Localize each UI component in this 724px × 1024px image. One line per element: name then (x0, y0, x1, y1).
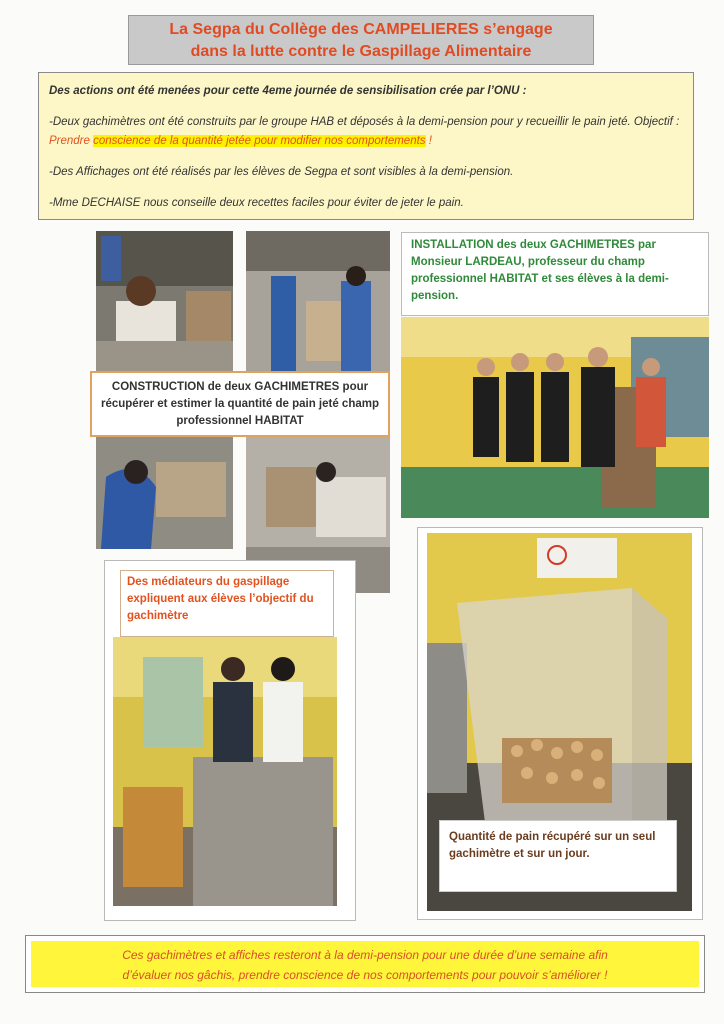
footer-line-2: d’évaluer nos gâchis, prendre conscience de nos comportements pour pouvoir s’améliorer ! (122, 968, 608, 982)
construction-photo-1 (96, 231, 233, 371)
intro-box (38, 72, 694, 220)
footer-highlight (31, 941, 699, 987)
caption-mediators: Des médiateurs du gaspillage expliquent aux élèves l’objectif du gachimètre (120, 570, 334, 637)
title-line-1: La Segpa du Collège des CAMPELIERES s’engage (169, 21, 553, 38)
intro-p1-highlight: conscience de la quantité jetée pour modifier nos comportements (93, 135, 426, 147)
footer-box (25, 935, 705, 993)
footer-line-1: Ces gachimètres et affiches resteront à la demi-pension pour une durée d’une semaine afin (122, 948, 608, 962)
caption-construction: CONSTRUCTION de deux GACHIMETRES pour récupérer et estimer la quantité de pain jeté champ professionnel HABITAT (90, 371, 390, 437)
page-title (128, 15, 594, 65)
mediators-photo (113, 637, 337, 906)
caption-installation: INSTALLATION des deux GACHIMETRES par Monsieur LARDEAU, professeur du champ professionnel HABITAT et ses élèves à la demi-pension. (401, 232, 709, 316)
construction-photo-3 (96, 437, 233, 549)
caption-quantity: Quantité de pain récupéré sur un seul gachimètre et sur un jour. (439, 820, 677, 892)
intro-paragraph-gachimetres (49, 113, 685, 151)
intro-p1-orange: Prendre (49, 135, 90, 147)
intro-paragraph-recettes: -Mme DECHAISE nous conseille deux recettes faciles pour éviter de jeter le pain. (49, 197, 464, 209)
construction-photo-2 (246, 231, 390, 371)
title-line-2: dans la lutte contre le Gaspillage Alimentaire (190, 43, 532, 60)
intro-paragraph-affichages: -Des Affichages ont été réalisés par les élèves de Segpa et sont visibles à la demi-pension. (49, 166, 514, 178)
intro-heading: Des actions ont été menées pour cette 4eme journée de sensibilisation crée par l’ONU : (49, 85, 527, 97)
intro-p1-end: ! (425, 135, 432, 147)
intro-p1-text: -Deux gachimètres ont été construits par le groupe HAB et déposés à la demi-pension pour y recueillir le pain jeté. Objectif : (49, 116, 680, 128)
installation-group-photo (401, 317, 709, 518)
